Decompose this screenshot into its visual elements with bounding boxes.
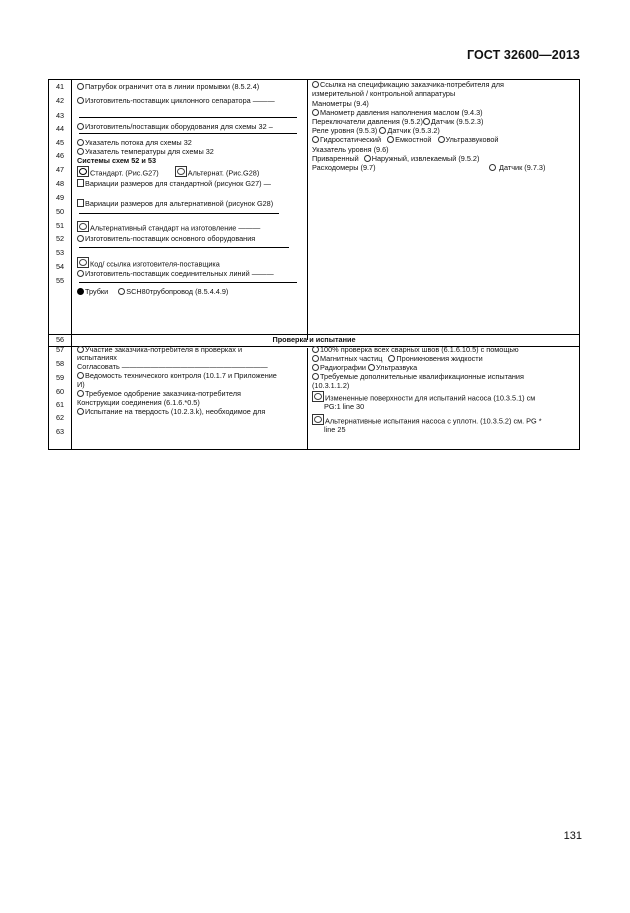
field-label: И)	[77, 380, 85, 389]
field-label: Ссылка на спецификацию заказчика-потребителя для	[320, 80, 504, 89]
field-label: Гидростатический	[320, 135, 382, 144]
radio-button[interactable]	[312, 81, 319, 88]
radio-button[interactable]	[77, 408, 84, 415]
field-label: Вариации размеров для альтернативной (рисунок G28)	[85, 199, 274, 208]
field-label: Изготовитель-поставщик основного оборудования	[85, 234, 256, 243]
radio-button[interactable]	[387, 136, 394, 143]
field-label: Конструкции соединения (6.1.6.*0.5)	[77, 398, 200, 407]
field-label: измерительной / контрольной аппаратуры	[312, 89, 456, 98]
column-divider-mid	[307, 80, 308, 340]
field-label: Ультразвука	[376, 363, 418, 372]
checkbox[interactable]	[312, 391, 324, 402]
field-label: Альтернат. (Рис.G28)	[187, 168, 260, 178]
field-label: Указатель уровня (9.6)	[312, 145, 389, 154]
field-label: Код/ ссылка изготовителя-поставщика	[90, 259, 220, 269]
field-label: Трубки	[85, 287, 109, 296]
radio-button[interactable]	[364, 155, 371, 162]
field-label: Датчик (9.5.3.2)	[387, 126, 440, 135]
checkbox[interactable]	[175, 166, 187, 177]
field-label: Изготовитель-поставщик циклонного сепаратора ———	[85, 96, 275, 105]
field-label: Альтернативный стандарт на изготовление ———	[90, 223, 261, 233]
row-number: 57	[55, 345, 65, 354]
field-label: Измененные поверхности для испытаний насоса (10.3.5.1) см	[325, 393, 536, 403]
radio-button[interactable]	[489, 164, 496, 171]
field-label: (10.3.1.1.2)	[312, 381, 350, 390]
field-label: Указатель потока для схемы 32	[85, 138, 192, 147]
field-label: Патрубок ограничит ота в линии промывки (8.5.2.4)	[85, 82, 260, 91]
field-label: Ведомость технического контроля (10.1.7 и Приложение	[85, 371, 277, 380]
field-label: Радиографии	[320, 363, 367, 372]
radio-button[interactable]	[77, 346, 84, 353]
field-label: Наружный, извлекаемый (9.5.2)	[371, 154, 480, 163]
radio-button[interactable]	[77, 372, 84, 379]
field-label: испытаниях	[77, 353, 117, 362]
row-number: 50	[55, 207, 65, 216]
row-number: 43	[55, 111, 65, 120]
row-number: 56	[55, 335, 65, 344]
field-label: Указатель температуры для схемы 32	[85, 147, 214, 156]
field-label: Манометр давления наполнения маслом (9.4.3)	[320, 108, 483, 117]
section-title: Проверка и испытание	[272, 335, 356, 344]
row-number: 45	[55, 138, 65, 147]
row-number: 49	[55, 193, 65, 202]
field-label: Приваренный	[312, 154, 359, 163]
field-label: Участие заказчика-потребителя в проверках и	[85, 345, 243, 354]
field-label: Расходомеры (9.7)	[312, 163, 376, 172]
row-number: 62	[55, 413, 65, 422]
radio-button[interactable]	[388, 355, 395, 362]
field-label: Стандарт. (Рис.G27)	[90, 168, 159, 178]
field-label: Требуемое одобрение заказчика-потребителя	[85, 389, 241, 398]
data-sheet-table	[48, 79, 580, 450]
field-label: Емкостной	[395, 135, 432, 144]
field-label: Датчик (9.5.2.3)	[430, 117, 484, 126]
checkbox[interactable]	[77, 179, 84, 187]
row-number: 53	[55, 248, 65, 257]
row-number: 60	[55, 387, 65, 396]
field-label: Датчик (9.7.3)	[499, 163, 546, 172]
row-number: 54	[55, 262, 65, 271]
radio-button[interactable]	[312, 109, 319, 116]
radio-button[interactable]	[312, 373, 319, 380]
row-number: 59	[55, 373, 65, 382]
radio-button[interactable]	[77, 83, 84, 90]
fill-line[interactable]	[79, 247, 289, 248]
field-label: Согласовать ————————————————————	[77, 362, 268, 371]
checkbox[interactable]	[77, 199, 84, 207]
page-number: 131	[563, 830, 582, 842]
radio-button[interactable]	[423, 118, 430, 125]
checkbox[interactable]	[312, 414, 324, 425]
row-number: 61	[55, 400, 65, 409]
radio-button-selected[interactable]	[77, 288, 84, 295]
radio-button[interactable]	[379, 127, 386, 134]
field-label: line 25	[324, 425, 346, 434]
radio-button[interactable]	[77, 390, 84, 397]
section-subtitle: Системы схем 52 и 53	[77, 156, 157, 165]
fill-line[interactable]	[79, 133, 297, 134]
checkbox-selected[interactable]	[77, 166, 89, 177]
fill-line[interactable]	[79, 282, 297, 283]
radio-button[interactable]	[118, 288, 125, 295]
field-label: Альтернативные испытания насоса с уплотн. (10.3.5.2) см. PG *	[325, 416, 542, 426]
radio-button[interactable]	[368, 364, 375, 371]
document-header: ГОСТ 32600—2013	[466, 48, 580, 62]
field-label: Изготовитель-поставщик соединительных линий ———	[85, 269, 274, 278]
radio-button[interactable]	[312, 346, 319, 353]
row-number: 55	[55, 276, 65, 285]
field-label: Требуемые дополнительные квалификационные испытания	[320, 372, 524, 381]
field-label: PG:1 line 30	[324, 402, 365, 411]
row-number: 46	[55, 151, 65, 160]
radio-button[interactable]	[438, 136, 445, 143]
checkbox[interactable]	[77, 257, 89, 268]
field-label: Изготовитель/поставщик оборудования для схемы 32 –	[85, 122, 273, 131]
row-number: 51	[55, 221, 65, 230]
field-label: Проникновения жидкости	[396, 354, 483, 363]
radio-button[interactable]	[77, 139, 84, 146]
radio-button[interactable]	[77, 148, 84, 155]
radio-button[interactable]	[312, 355, 319, 362]
fill-line[interactable]	[79, 213, 279, 214]
field-label: SCH80трубопровод (8.5.4.4.9)	[126, 287, 229, 296]
field-label: Манометры (9.4)	[312, 99, 369, 108]
field-label: Вариации размеров для стандартной (рисунок G27) —	[85, 179, 271, 188]
row-number: 44	[55, 124, 65, 133]
radio-button[interactable]	[77, 97, 84, 104]
row-number: 42	[55, 96, 65, 105]
field-label: Ультразвуковой	[445, 135, 499, 144]
field-label: Испытание на твердость (10.2.3.k), необходимое для	[85, 407, 266, 416]
row-number: 41	[55, 82, 65, 91]
column-divider-num	[71, 80, 72, 449]
column-divider-mid-bottom	[307, 348, 308, 449]
radio-button[interactable]	[312, 364, 319, 371]
checkbox[interactable]	[77, 221, 89, 232]
radio-button[interactable]	[77, 123, 84, 130]
row-number: 63	[55, 427, 65, 436]
radio-button[interactable]	[312, 136, 319, 143]
field-label: 100% проверка всех сварных швов (6.1.6.10.5) с помощью	[320, 345, 519, 354]
field-label: Реле уровня (9.5.3)	[312, 126, 378, 135]
row-number: 47	[55, 165, 65, 174]
radio-button[interactable]	[77, 270, 84, 277]
row-number: 58	[55, 359, 65, 368]
radio-button[interactable]	[77, 235, 84, 242]
row-number: 48	[55, 179, 65, 188]
row-number: 52	[55, 234, 65, 243]
field-label: Переключатели давления (9.5.2)	[312, 117, 423, 126]
field-label: Магнитных частиц	[320, 354, 383, 363]
fill-line[interactable]	[79, 117, 297, 118]
